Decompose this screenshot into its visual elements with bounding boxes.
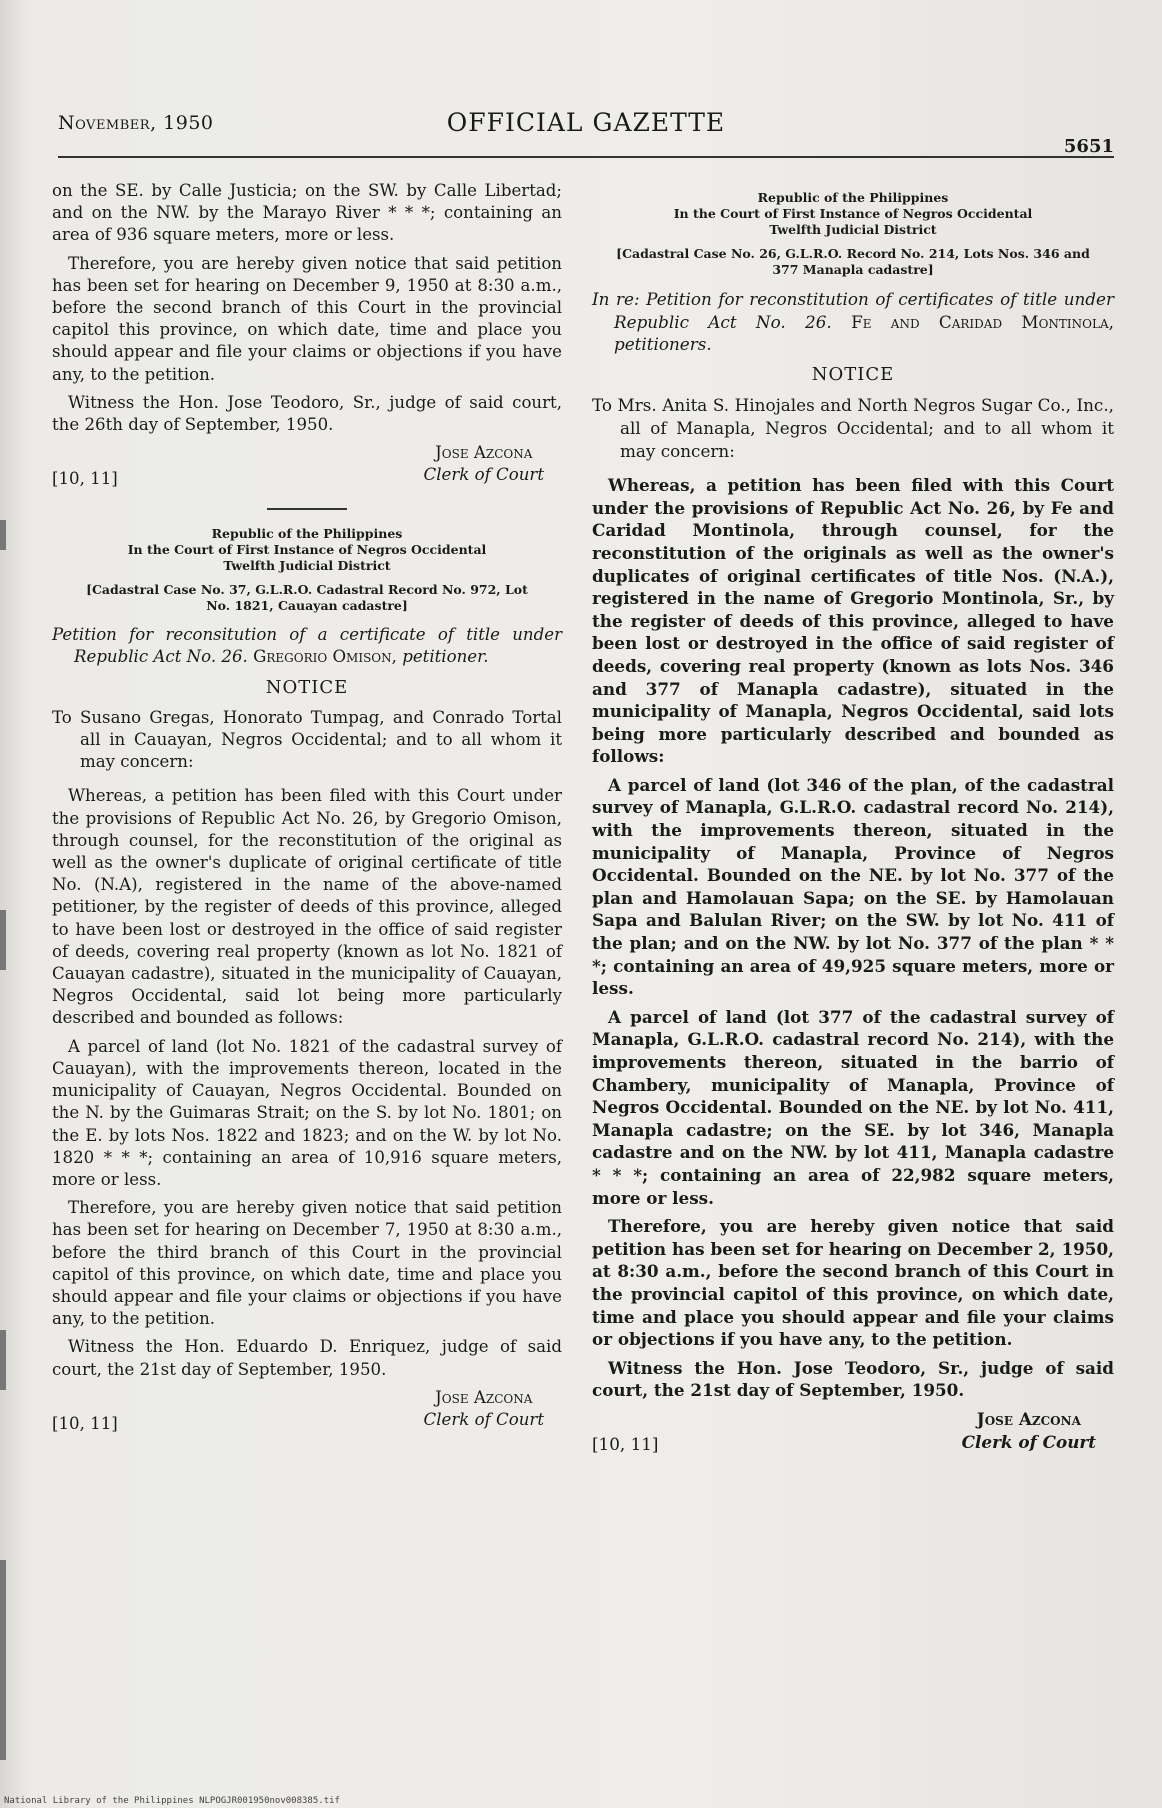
republic-line: Republic of the Philippines xyxy=(757,190,949,205)
court-line: In the Court of First Instance of Negros Occidental xyxy=(127,542,487,558)
clerk-title: Clerk of Court xyxy=(423,1409,544,1429)
petitioner-name: Fe and Caridad Montinola, xyxy=(851,311,1114,332)
district-line: Twelfth Judicial District xyxy=(769,222,937,237)
issue-date: [10, 11] xyxy=(52,469,118,489)
clerk-signature xyxy=(962,1408,1096,1453)
clerk-name: Jose Azcona xyxy=(435,443,533,463)
notice-heading: NOTICE xyxy=(811,363,895,385)
petitioner-role: petitioner. xyxy=(402,647,489,667)
clerk-signature xyxy=(424,1387,544,1431)
petition-text: In re: Petition for reconstitution of certificates of title under Republic Act No. 26. xyxy=(592,289,1114,332)
parcel-description: A parcel of land (lot No. 1821 of the cadastral survey of Cauayan), with the improvements thereon, located in the municipality of Cauayan, Negros Occidental. Bounded on the N. by the Guimaras Strait; on the S. by lot No. 1801; on the E. by lots Nos. 1822 and 1823; and on the W. by lot No. 1820 * * *; containing an area of 10,916 square meters, more or less. xyxy=(52,1036,562,1189)
notice-heading: NOTICE xyxy=(265,676,349,698)
therefore-paragraph: Therefore, you are hereby given notice that said petition has been set for hearing on December 9, 1950 at 8:30 a.m., before the second branch of this Court in the provincial capitol this province, on which date, time and place you should appear and file your claims or objections if you have any, to the petition. xyxy=(52,253,562,384)
clerk-title: Clerk of Court xyxy=(961,1431,1096,1452)
header-title: OFFICIAL GAZETTE xyxy=(446,108,726,137)
witness-paragraph: Witness the Hon. Jose Teodoro, Sr., judge of said court, the 26th day of September, 1950. xyxy=(52,392,562,435)
header-date: November, 1950 xyxy=(58,112,214,134)
therefore-paragraph: Therefore, you are hereby given notice that said petition has been set for hearing on December 2, 1950, at 8:30 a.m., before the second branch of this Court in the provincial capitol of this province, on which date, time and place you should appear and file your claims or objections if you have any, to the petition. xyxy=(592,1216,1114,1350)
parcel-description: A parcel of land (lot 377 of the cadastral survey of Manapla, G.L.R.O. cadastral record No. 214), with the improvements thereon, situated in the barrio of Chambery, municipality of Manapla, Province of Negros Occidental. Bounded on the NE. by lot No. 411, Manapla cadastre; on the SE. by lot 346, Manapla cadastre and on the NW. by lot 411, Manapla cadastre * * *; containing an area of 22,982 square meters, more or less. xyxy=(592,1006,1114,1208)
petitioner-role: petitioners. xyxy=(614,334,712,355)
district-line: Twelfth Judicial District xyxy=(223,558,391,574)
issue-date: [10, 11] xyxy=(52,1413,118,1433)
scan-footer: National Library of the Philippines NLPOGJR001950nov008385.tif xyxy=(4,1796,340,1806)
margin-mark xyxy=(0,520,6,550)
witness-paragraph: Witness the Hon. Eduardo D. Enriquez, judge of said court, the 21st day of September, 1950. xyxy=(52,1337,562,1379)
page-header xyxy=(58,108,1114,158)
petitioner-name: Gregorio Omison, xyxy=(253,647,397,667)
clerk-name: Jose Azcona xyxy=(976,1408,1081,1429)
margin-mark xyxy=(0,910,6,970)
continuation-text: on the SE. by Calle Justicia; on the SW. by Calle Libertad; and on the NW. by the Marayo River * * *; containing an area of 936 square meters, more or less. xyxy=(52,181,562,245)
margin-mark xyxy=(0,1330,6,1390)
issue-date: [10, 11] xyxy=(592,1434,659,1455)
petition-text: Petition for reconsitution of a certificate of title under Republic Act No. 26. xyxy=(52,625,562,667)
court-line: In the Court of First Instance of Negros Occidental xyxy=(673,206,1033,221)
left-column xyxy=(52,180,562,1449)
court-heading xyxy=(592,190,1114,238)
whereas-paragraph: Whereas, a petition has been filed with this Court under the provisions of Republic Act No. 26, by Fe and Caridad Montinola, through counsel, for the reconstitution of the originals as well as the owner's duplicates of original certificates of title Nos. (N.A.), registered in the name of Gregorio Montinola, Sr., by the register of deeds of this province, alleged to have been lost or destroyed in the office of said register of deeds, covering real property (known as lots Nos. 346 and 377 of Manapla cadastre), situated in the municipality of Manapla, Negros Occidental, said lots being more particularly described and bounded as follows: xyxy=(592,475,1114,767)
petition-title xyxy=(52,624,562,668)
republic-line: Republic of the Philippines xyxy=(211,526,403,542)
case-caption: [Cadastral Case No. 26, G.L.R.O. Record No. 214, Lots Nos. 346 and 377 Manapla cadastre] xyxy=(616,246,1090,277)
addressees: To Susano Gregas, Honorato Tumpag, and Conrado Tortal all in Cauayan, Negros Occidental; and to all whom it may concern: xyxy=(52,707,562,772)
petition-title xyxy=(592,288,1114,356)
page-number: 5651 xyxy=(1063,136,1114,157)
witness-paragraph: Witness the Hon. Jose Teodoro, Sr., judge of said court, the 21st day of September, 1950. xyxy=(592,1357,1114,1401)
addressees: To Mrs. Anita S. Hinojales and North Negros Sugar Co., Inc., all of Manapla, Negros Occidental; and to all whom it may concern: xyxy=(592,395,1114,461)
clerk-name: Jose Azcona xyxy=(435,1387,533,1407)
parcel-description: A parcel of land (lot 346 of the plan, of the cadastral survey of Manapla, G.L.R.O. cadastral record No. 214), with the improvements thereon, situated in the municipality of Manapla, Province of Negros Occidental. Bounded on the NE. by lot No. 377 of the plan and Hamolauan Sapa; on the SE. by Hamolauan Sapa and Balulan River; on the SW. by lot No. 411 of the plan; and on the NW. by lot No. 377 of the plan * * *; containing an area of 49,925 square meters, more or less. xyxy=(592,774,1114,999)
court-heading xyxy=(52,526,562,574)
therefore-paragraph: Therefore, you are hereby given notice that said petition has been set for hearing on December 7, 1950 at 8:30 a.m., before the third branch of this Court in the provincial capitol of this province, on which date, time and place you should appear and file your claims or objections if you have any, to the petition. xyxy=(52,1198,562,1329)
section-divider xyxy=(267,508,347,510)
margin-mark xyxy=(0,1560,6,1760)
signature-block xyxy=(52,442,562,494)
right-column xyxy=(592,180,1114,1470)
whereas-paragraph: Whereas, a petition has been filed with this Court under the provisions of Republic Act No. 26, by Gregorio Omison, through counsel, for the reconstitution of the original as well as the owner's duplicate of original certificate of title No. (N.A), registered in the name of the above-named petitioner, by the register of deeds of this province, alleged to have been lost or destroyed in the office of said register of deeds, covering real property (known as lot No. 1821 of Cauayan cadastre), situated in the municipality of Cauayan, Negros Occidental, said lot being more particularly described and bounded as follows: xyxy=(52,786,562,1028)
clerk-signature xyxy=(424,442,544,486)
signature-block xyxy=(52,1387,562,1439)
case-caption: [Cadastral Case No. 37, G.L.R.O. Cadastral Record No. 972, Lot No. 1821, Cauayan cadastre] xyxy=(86,582,528,614)
signature-block xyxy=(592,1408,1114,1460)
clerk-title: Clerk of Court xyxy=(423,465,544,485)
